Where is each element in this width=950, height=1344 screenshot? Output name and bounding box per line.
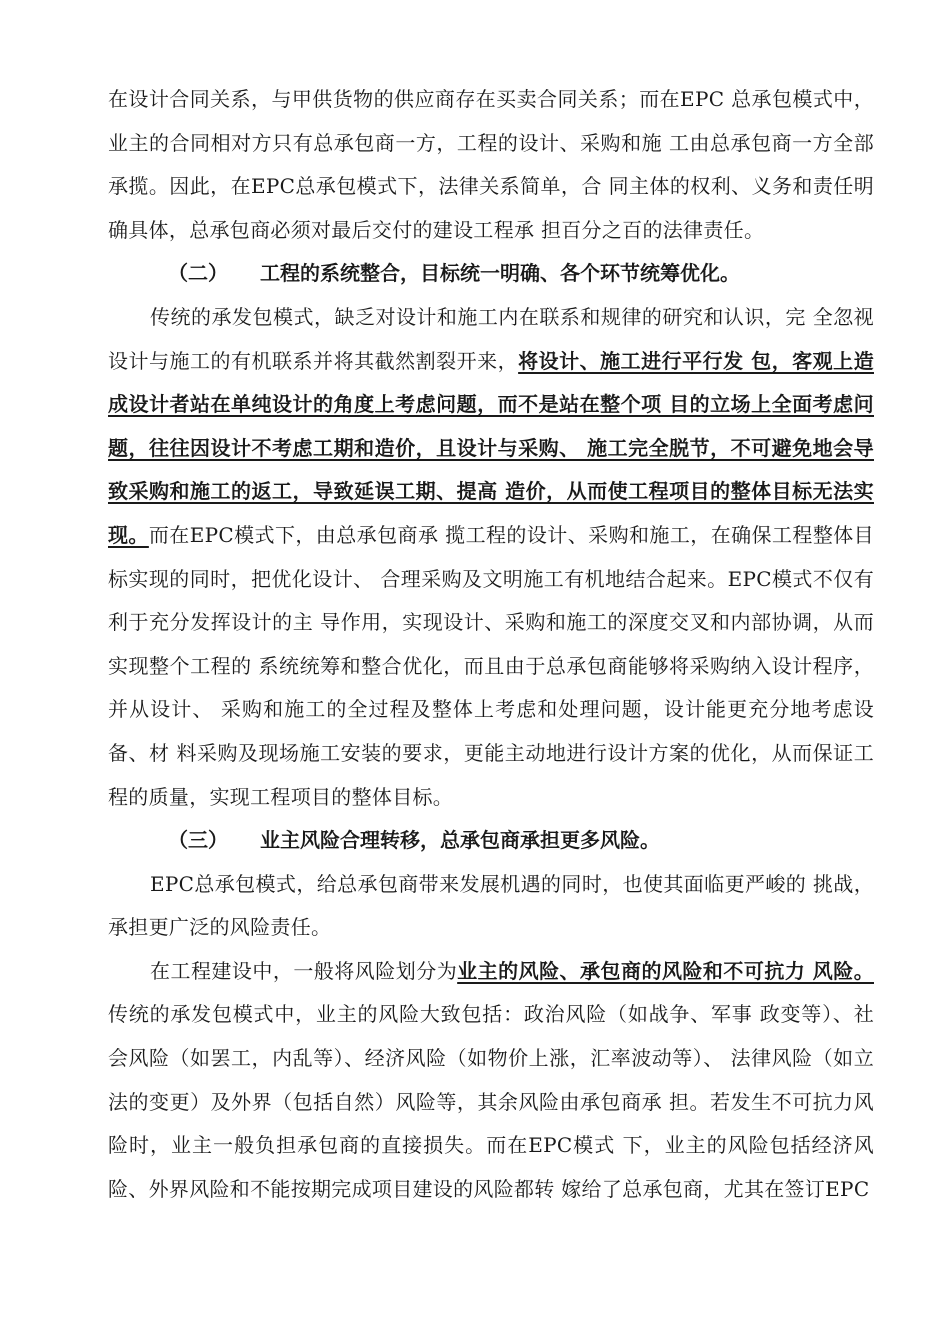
section-title: 工程的系统整合，目标统一明确、各个环节统筹优化。 <box>260 261 740 286</box>
paragraph-risk-intro <box>108 863 874 950</box>
section-number: （三） <box>168 828 228 853</box>
paragraph-text: EPC总承包模式，给总承包商带来发展机遇的同时，也使其面临更严峻的 挑战，承担更广泛的风险责任。 <box>108 871 874 940</box>
section-heading-2 <box>108 252 874 296</box>
paragraph-text-pre: 传统的承发包模式，缺乏对设计和施工内在联系和规律的研究和认识，完 全忽视设计与施工的有机联系并将其截然割裂开来， <box>108 304 874 373</box>
document-page <box>108 78 874 1211</box>
paragraph-text-pre: 在工程建设中，一般将风险划分为 <box>150 958 458 983</box>
underlined-emphasis: 业主的风险、承包商的风险和不可抗力 风险。 <box>457 958 874 983</box>
paragraph-text: 在设计合同关系，与甲供货物的供应商存在买卖合同关系；而在EPC 总承包模式中，业主的合同相对方只有总承包商一方，工程的设计、采购和施 工由总承包商一方全部承揽。因此，在EPC总承包模式下，法律关系简单，合 同主体的权利、义务和责任明确具体，总承包商必须对最后交付的建设工程承 担百分之百的法律责任。 <box>108 87 874 242</box>
section-title: 业主风险合理转移，总承包商承担更多风险。 <box>260 828 660 853</box>
paragraph-text-post: 而在EPC模式下，由总承包商承 揽工程的设计、采购和施工，在确保工程整体目标实现的同时，把优化设计、 合理采购及文明施工有机地结合起来。EPC模式不仅有利于充分发挥设计的主 导作用，实现设计、采购和施工的深度交叉和内部协调，从而实现整个工程的 系统统筹和整合优化，而且由于总承包商能够将采购纳入设计程序，并从设计、 采购和施工的全过程及整体上考虑和处理问题，设计能更充分地考虑设备、材 料采购及现场施工安装的要求，更能主动地进行设计方案的优化，从而保证工程的质量，实现工程项目的整体目标。 <box>108 522 874 809</box>
paragraph-system-integration <box>108 296 874 819</box>
section-heading-3 <box>108 819 874 863</box>
paragraph-risk-allocation <box>108 950 874 1212</box>
underlined-emphasis: 将设计、施工进行平行发 包，客观上造成设计者站在单纯设计的角度上考虑问题，而不是站在整个项 目的立场上全面考虑问题，往往因设计不考虑工期和造价，且设计与采购、 施工完全脱节，不可避免地会导致采购和施工的返工，导致延误工期、提高 造价，从而使工程项目的整体目标无法实现。 <box>108 348 874 547</box>
paragraph-text-post: 传统的承发包模式中，业主的风险大致包括：政治风险（如战争、军事 政变等）、社会风险（如罢工，内乱等）、经济风险（如物价上涨，汇率波动等）、 法律风险（如立法的变更）及外界（包括自然）风险等，其余风险由承包商承 担。若发生不可抗力风险时，业主一般负担承包商的直接损失。而在EPC模式 下，业主的风险包括经济风险、外界风险和不能按期完成项目建设的风险都转 嫁给了总承包商，尤其在签订EPC <box>108 1002 874 1201</box>
section-number: （二） <box>168 261 228 286</box>
paragraph-contract-relations <box>108 78 874 252</box>
